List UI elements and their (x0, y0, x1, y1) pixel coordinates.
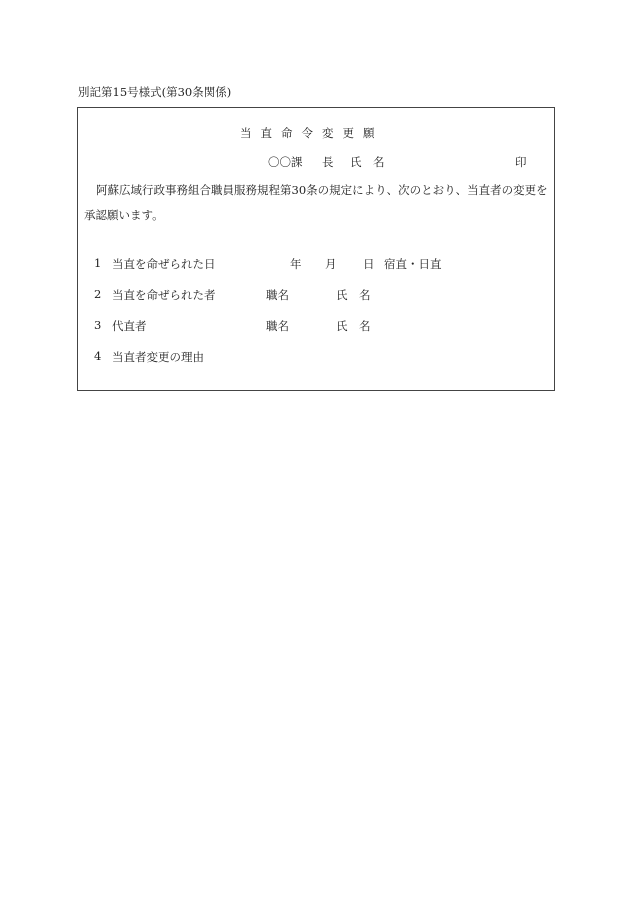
name-label: 氏 名 (336, 319, 371, 333)
year-label: 年 (290, 257, 302, 271)
item-number: 3 (94, 318, 102, 332)
request-body-text: 阿蘇広域行政事務組合職員服務規程第30条の規定により、次のとおり、当直者の変更を承認願います。 (84, 183, 548, 222)
duty-type-options: 宿直・日直 (384, 257, 442, 271)
item-number: 2 (94, 287, 102, 301)
item-label: 当直者変更の理由 (112, 350, 204, 364)
post-label: 職名 (266, 288, 289, 302)
item-label: 代直者 (112, 319, 147, 333)
item-number: 4 (94, 349, 102, 363)
day-label: 日 (363, 257, 375, 271)
item-number: 1 (94, 256, 102, 270)
form-number-label: 別記第15号様式(第30条関係) (78, 85, 232, 99)
item-label: 当直を命ぜられた日 (112, 257, 216, 271)
applicant-section: 〇〇課 (268, 155, 303, 169)
name-label: 氏 名 (336, 288, 371, 302)
seal-mark: 印 (515, 155, 527, 169)
form-title: 当直命令変更願 (240, 126, 384, 140)
month-label: 月 (325, 257, 337, 271)
applicant-name-label: 氏 名 (350, 155, 385, 169)
item-label: 当直を命ぜられた者 (112, 288, 216, 302)
applicant-role: 長 (322, 155, 334, 169)
post-label: 職名 (266, 319, 289, 333)
form-frame (77, 107, 555, 391)
